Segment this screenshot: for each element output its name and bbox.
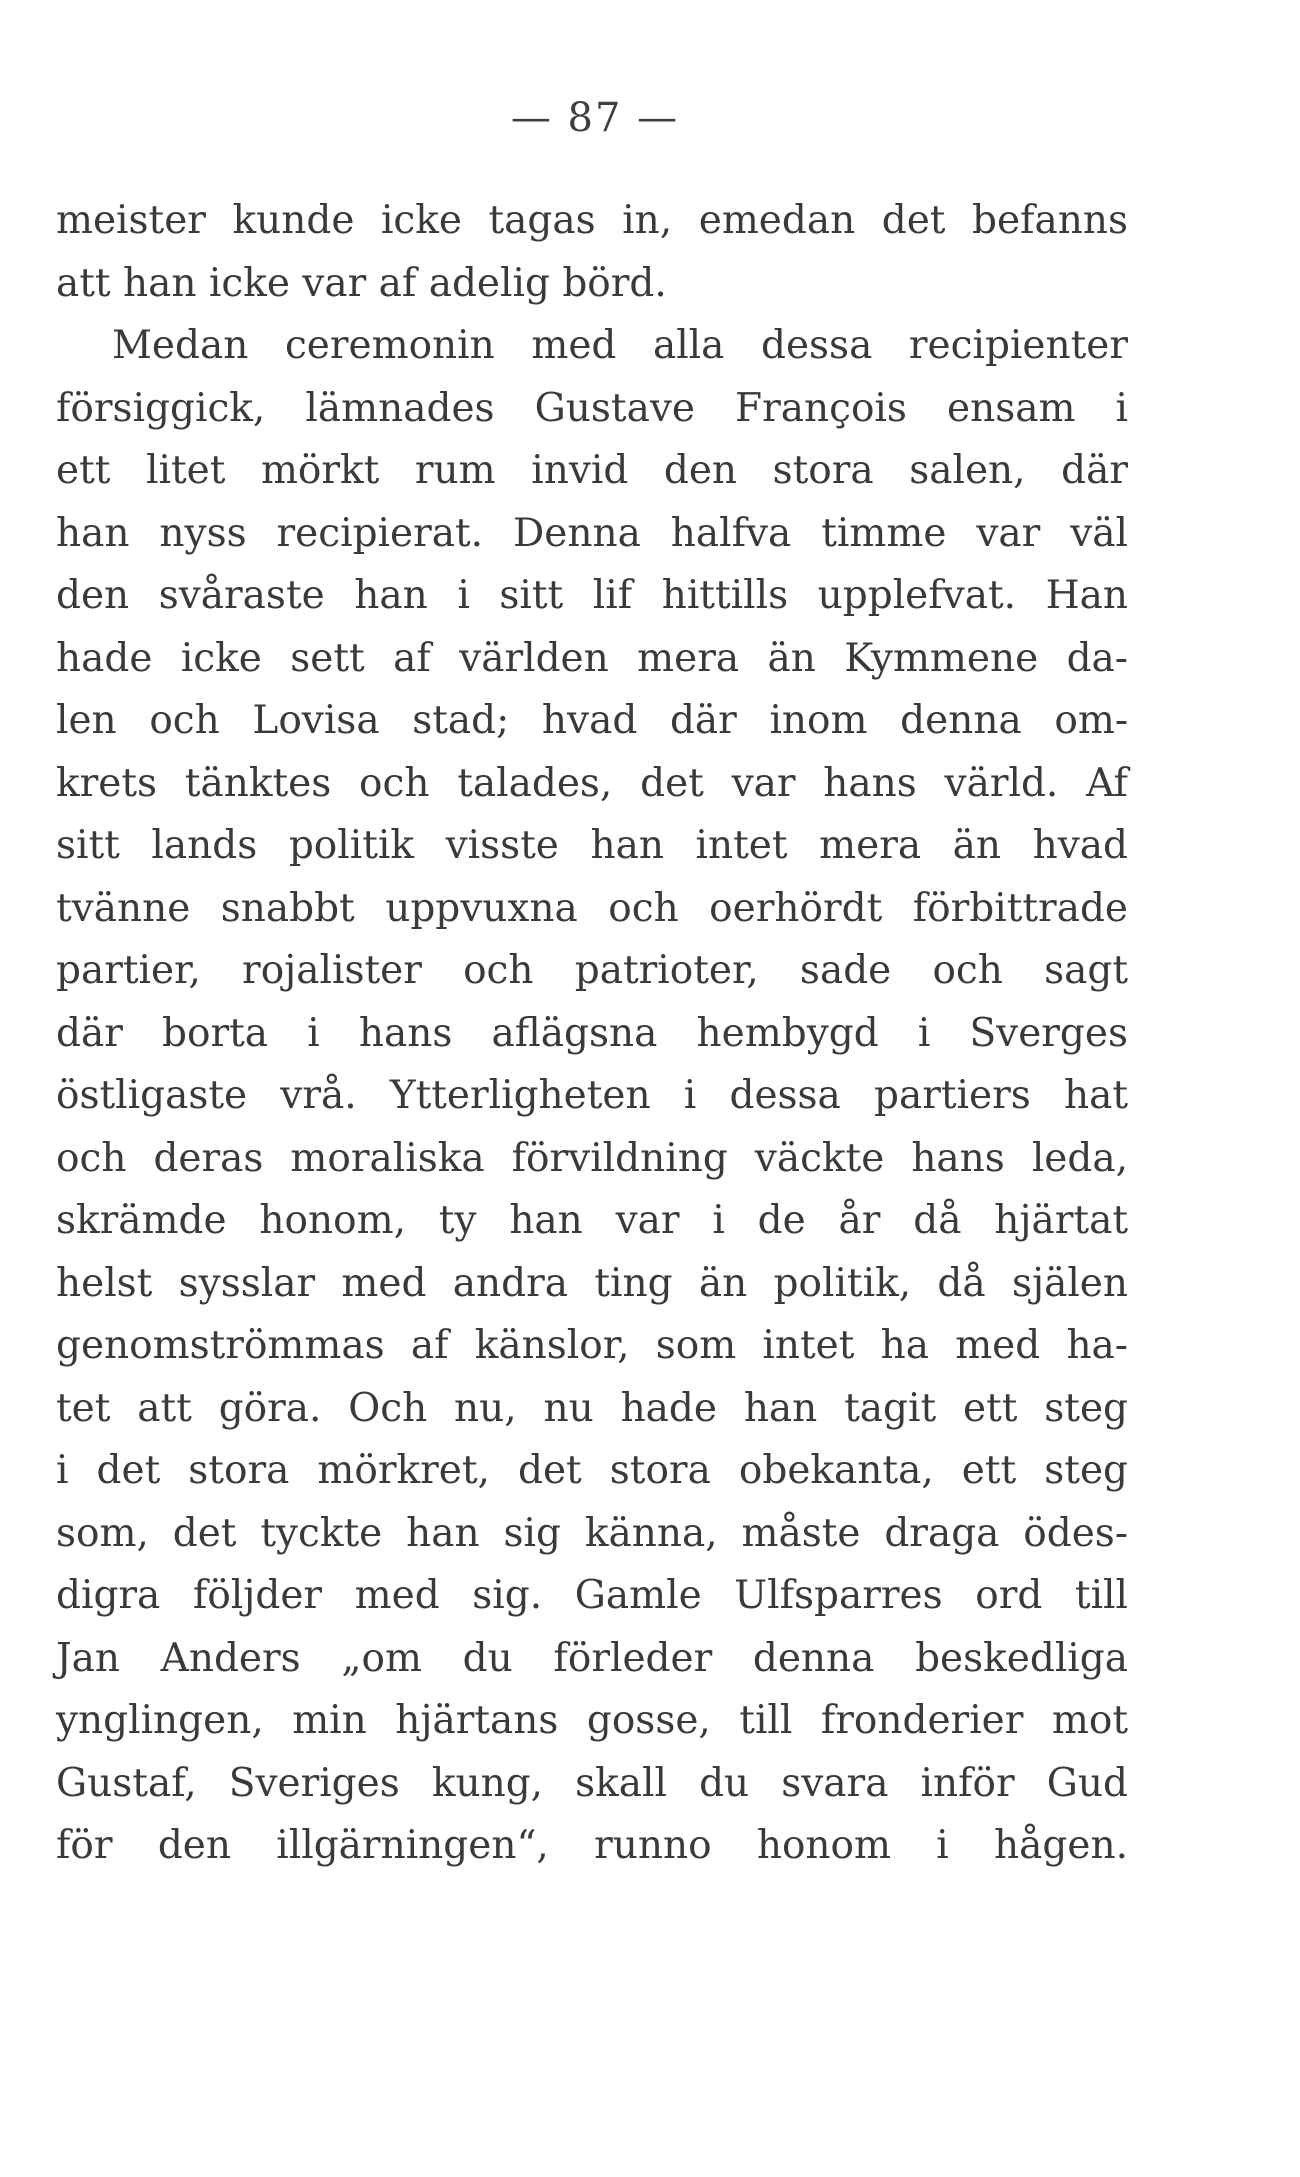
text-line: krets tänktes och talades, det var hans värld. Af xyxy=(56,760,1128,806)
text-line: skrämde honom, ty han var i de år då hjärtat xyxy=(56,1198,1128,1243)
text-line: den svåraste han i sitt lif hittills upplefvat. Han xyxy=(56,573,1128,618)
text-line: partier, rojalister och patrioter, sade och sagt xyxy=(56,948,1128,993)
text-line: östligaste vrå. Ytterligheten i dessa partiers hat xyxy=(56,1073,1128,1118)
text-line: ynglingen, min hjärtans gosse, till fronderier mot xyxy=(56,1698,1128,1743)
text-line: tvänne snabbt uppvuxna och oerhördt förbittrade xyxy=(56,885,1128,931)
text-line: där borta i hans aflägsna hembygd i Sverges xyxy=(56,1010,1128,1056)
text-line: ett litet mörkt rum invid den stora salen, där xyxy=(56,448,1128,493)
text-line: sitt lands politik visste han intet mera än hvad xyxy=(56,823,1128,868)
text-line: genomströmmas af känslor, som intet ha med ha- xyxy=(56,1323,1128,1368)
text-line: för den illgärningen“, runno honom i hågen. xyxy=(56,1823,1128,1868)
text-line: Medan ceremonin med alla dessa recipienter xyxy=(112,323,1128,368)
text-line: som, det tyckte han sig känna, måste draga ödes- xyxy=(56,1510,1128,1556)
text-line: i det stora mörkret, det stora obekanta, ett steg xyxy=(56,1448,1128,1493)
text-line: att han icke var af adelig börd. xyxy=(56,260,667,306)
text-line: och deras moraliska förvildning väckte hans leda, xyxy=(56,1135,1128,1181)
text-line: helst sysslar med andra ting än politik, då själen xyxy=(56,1260,1128,1306)
page-number: — 87 — xyxy=(510,95,680,141)
text-line: försiggick, lämnades Gustave François ensam i xyxy=(56,385,1128,431)
body-text xyxy=(56,190,1128,1878)
text-line: digra följder med sig. Gamle Ulfsparres ord till xyxy=(56,1573,1128,1618)
text-line: han nyss recipierat. Denna halfva timme var väl xyxy=(56,510,1128,556)
text-line: tet att göra. Och nu, nu hade han tagit ett steg xyxy=(56,1385,1128,1431)
text-line: hade icke sett af världen mera än Kymmene da- xyxy=(56,635,1128,681)
text-line: meister kunde icke tagas in, emedan det befanns xyxy=(56,198,1128,243)
text-line: Jan Anders „om du förleder denna beskedliga xyxy=(56,1635,1128,1681)
text-line: len och Lovisa stad; hvad där inom denna om- xyxy=(56,698,1128,743)
text-line: Gustaf, Sveriges kung, skall du svara inför Gud xyxy=(56,1760,1128,1806)
